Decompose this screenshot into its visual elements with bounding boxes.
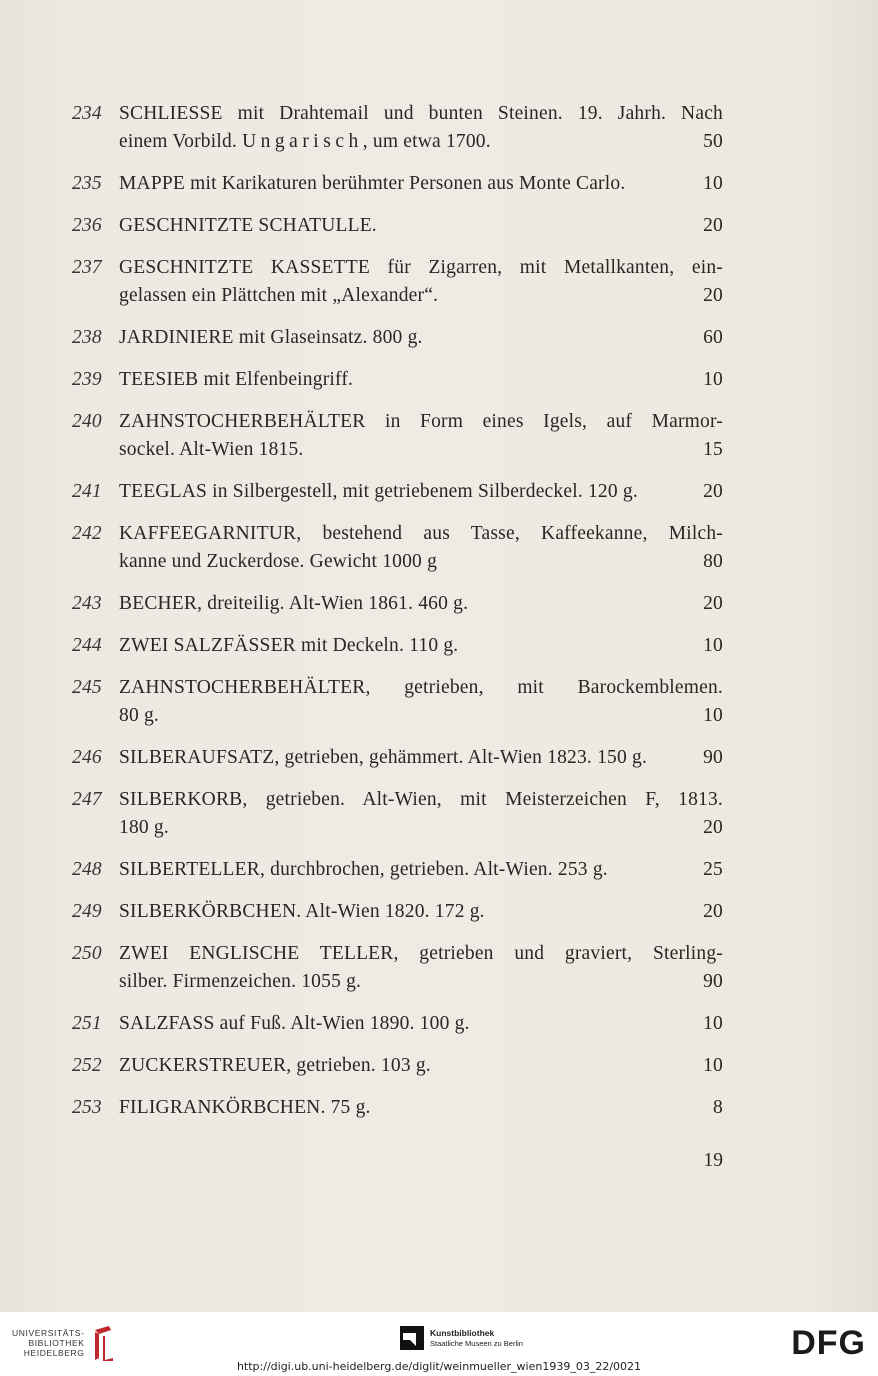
entry-text: ZUCKERSTREUER, getrieben. 103 g. <box>119 1055 431 1076</box>
entry-text: silber. Firmenzeichen. 1055 g. <box>119 971 362 992</box>
entry-number: 252 <box>72 1055 102 1076</box>
entry-line <box>119 786 723 814</box>
entry-description <box>119 520 723 576</box>
entry-line <box>119 282 723 310</box>
entry-number: 235 <box>72 173 102 194</box>
entry-price: 10 <box>703 369 723 390</box>
catalog-entry <box>72 590 723 618</box>
entry-number: 236 <box>72 215 102 236</box>
entry-price: 20 <box>703 215 723 236</box>
entry-line <box>119 100 723 128</box>
entry-price: 80 <box>703 551 723 572</box>
entry-text: ZWEI SALZFÄSSER mit Deckeln. 110 g. <box>119 635 459 656</box>
entry-price: 20 <box>703 481 723 502</box>
entry-line <box>119 520 723 548</box>
entry-text: einem Vorbild. Ungarisch, um etwa 1700. <box>119 131 491 152</box>
kunstbibliothek-logo[interactable] <box>400 1326 523 1350</box>
entry-description <box>119 674 723 730</box>
entry-description <box>119 170 723 198</box>
catalog-entry <box>72 786 723 842</box>
catalog-list <box>72 100 723 1136</box>
entry-text: ZAHNSTOCHERBEHÄLTER, getrieben, mit Barockemblemen. <box>119 677 723 698</box>
entry-description <box>119 1052 723 1080</box>
entry-price: 90 <box>703 971 723 992</box>
entry-line <box>119 324 723 352</box>
entry-description <box>119 254 723 310</box>
catalog-entry <box>72 408 723 464</box>
entry-text: ZWEI ENGLISCHE TELLER, getrieben und graviert, Sterling- <box>119 943 723 964</box>
entry-line <box>119 436 723 464</box>
dfg-logo[interactable]: DFG <box>791 1324 866 1362</box>
entry-number: 244 <box>72 635 102 656</box>
entry-price: 15 <box>703 439 723 460</box>
heidelberg-university-library-logo[interactable] <box>12 1324 117 1362</box>
entry-price: 10 <box>703 173 723 194</box>
entry-price: 10 <box>703 635 723 656</box>
entry-text: 80 g. <box>119 705 159 726</box>
entry-line <box>119 212 723 240</box>
catalog-entry <box>72 520 723 576</box>
entry-description <box>119 100 723 156</box>
entry-line <box>119 366 723 394</box>
entry-text: TEESIEB mit Elfenbeingriff. <box>119 369 354 390</box>
entry-line <box>119 1094 723 1122</box>
entry-description <box>119 324 723 352</box>
entry-number: 245 <box>72 677 102 698</box>
entry-line <box>119 898 723 926</box>
entry-line <box>119 814 723 842</box>
entry-line <box>119 632 723 660</box>
entry-text: JARDINIERE mit Glaseinsatz. 800 g. <box>119 327 423 348</box>
entry-text: SILBERKÖRBCHEN. Alt-Wien 1820. 172 g. <box>119 901 485 922</box>
entry-price: 20 <box>703 817 723 838</box>
entry-price: 20 <box>703 285 723 306</box>
entry-text: SILBERTELLER, durchbrochen, getrieben. Alt-Wien. 253 g. <box>119 859 608 880</box>
entry-description <box>119 366 723 394</box>
catalog-entry <box>72 254 723 310</box>
entry-description <box>119 744 723 772</box>
entry-text: GESCHNITZTE KASSETTE für Zigarren, mit Metallkanten, ein- <box>119 257 723 278</box>
entry-price: 50 <box>703 131 723 152</box>
entry-number: 250 <box>72 943 102 964</box>
entry-price: 60 <box>703 327 723 348</box>
entry-price: 20 <box>703 901 723 922</box>
uni-logo-text: UNIVERSITÄTS- BIBLIOTHEK HEIDELBERG <box>12 1328 85 1358</box>
entry-line <box>119 170 723 198</box>
entry-text: SILBERKORB, getrieben. Alt-Wien, mit Meisterzeichen F, 1813. <box>119 789 723 810</box>
entry-text: SCHLIESSE mit Drahtemail und bunten Steinen. 19. Jahrh. Nach <box>119 103 723 124</box>
entry-price: 90 <box>703 747 723 768</box>
entry-text: SILBERAUFSATZ, getrieben, gehämmert. Alt-Wien 1823. 150 g. <box>119 747 648 768</box>
entry-number: 242 <box>72 523 102 544</box>
entry-description <box>119 1010 723 1038</box>
entry-number: 241 <box>72 481 102 502</box>
entry-text: ZAHNSTOCHERBEHÄLTER in Form eines Igels, auf Marmor- <box>119 411 723 432</box>
entry-number: 253 <box>72 1097 102 1118</box>
entry-number: 240 <box>72 411 102 432</box>
entry-number: 243 <box>72 593 102 614</box>
kunstbibliothek-emblem-icon <box>400 1326 424 1350</box>
entry-line <box>119 674 723 702</box>
entry-text: FILIGRANKÖRBCHEN. 75 g. <box>119 1097 371 1118</box>
catalog-entry <box>72 478 723 506</box>
catalog-entry <box>72 212 723 240</box>
entry-line <box>119 968 723 996</box>
entry-number: 237 <box>72 257 102 278</box>
entry-line <box>119 590 723 618</box>
entry-text: TEEGLAS in Silbergestell, mit getriebenem Silberdeckel. 120 g. <box>119 481 638 502</box>
entry-text: gelassen ein Plättchen mit „Alexander“. <box>119 285 439 306</box>
page-number: 19 <box>703 1150 723 1171</box>
entry-line <box>119 856 723 884</box>
entry-description <box>119 898 723 926</box>
entry-number: 247 <box>72 789 102 810</box>
entry-price: 20 <box>703 593 723 614</box>
entry-description <box>119 408 723 464</box>
entry-description <box>119 856 723 884</box>
entry-line <box>119 940 723 968</box>
entry-price: 25 <box>703 859 723 880</box>
source-url[interactable]: http://digi.ub.uni-heidelberg.de/diglit/weinmueller_wien1939_03_22/0021 <box>236 1360 642 1373</box>
entry-line <box>119 702 723 730</box>
entry-line <box>119 408 723 436</box>
entry-text: 180 g. <box>119 817 169 838</box>
entry-line <box>119 744 723 772</box>
entry-description <box>119 1094 723 1122</box>
catalog-entry <box>72 674 723 730</box>
entry-number: 251 <box>72 1013 102 1034</box>
catalog-entry <box>72 1094 723 1122</box>
catalog-entry <box>72 1010 723 1038</box>
entry-text: KAFFEEGARNITUR, bestehend aus Tasse, Kaffeekanne, Milch- <box>119 523 723 544</box>
catalog-entry <box>72 366 723 394</box>
entry-description <box>119 632 723 660</box>
entry-line <box>119 548 723 576</box>
catalog-entry <box>72 940 723 996</box>
entry-price: 10 <box>703 1055 723 1076</box>
entry-price: 8 <box>713 1097 723 1118</box>
entry-description <box>119 212 723 240</box>
catalog-entry <box>72 632 723 660</box>
entry-description <box>119 590 723 618</box>
entry-line <box>119 1052 723 1080</box>
entry-text: MAPPE mit Karikaturen berühmter Personen aus Monte Carlo. <box>119 173 626 194</box>
entry-number: 239 <box>72 369 102 390</box>
entry-description <box>119 786 723 842</box>
entry-line <box>119 254 723 282</box>
entry-number: 246 <box>72 747 102 768</box>
entry-text: GESCHNITZTE SCHATULLE. <box>119 215 377 236</box>
catalog-entry <box>72 856 723 884</box>
entry-number: 249 <box>72 901 102 922</box>
entry-price: 10 <box>703 1013 723 1034</box>
entry-line <box>119 128 723 156</box>
entry-line <box>119 1010 723 1038</box>
entry-line <box>119 478 723 506</box>
catalog-entry <box>72 1052 723 1080</box>
entry-text: BECHER, dreiteilig. Alt-Wien 1861. 460 g. <box>119 593 469 614</box>
entry-price: 10 <box>703 705 723 726</box>
entry-number: 248 <box>72 859 102 880</box>
spaced-emphasis: Ungarisch <box>242 131 363 152</box>
catalog-entry <box>72 100 723 156</box>
entry-description <box>119 478 723 506</box>
catalog-entry <box>72 744 723 772</box>
entry-number: 238 <box>72 327 102 348</box>
catalog-entry <box>72 170 723 198</box>
entry-description <box>119 940 723 996</box>
entry-text: sockel. Alt-Wien 1815. <box>119 439 304 460</box>
catalog-entry <box>72 898 723 926</box>
kb-logo-text: Kunstbibliothek Staatliche Museen zu Berlin <box>430 1327 523 1348</box>
heidelberg-emblem-icon <box>91 1324 117 1362</box>
entry-text: kanne und Zuckerdose. Gewicht 1000 g <box>119 551 438 572</box>
entry-text: SALZFASS auf Fuß. Alt-Wien 1890. 100 g. <box>119 1013 470 1034</box>
entry-number: 234 <box>72 103 102 124</box>
catalog-entry <box>72 324 723 352</box>
